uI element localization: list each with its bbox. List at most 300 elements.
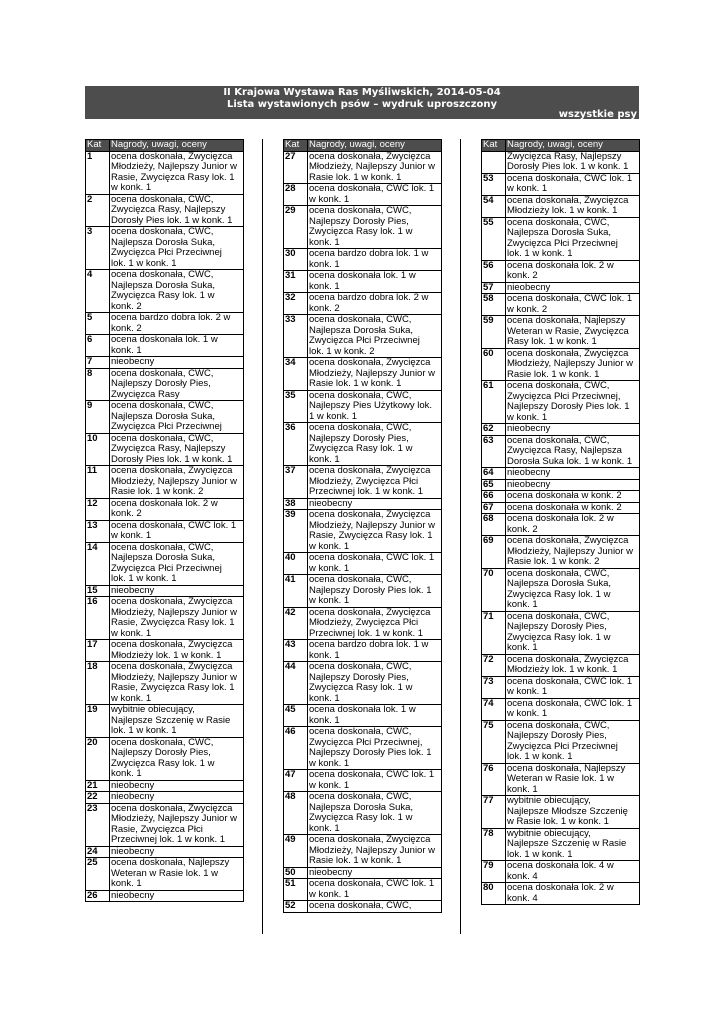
award-notes [308,835,442,868]
catalog-number: 39 [284,510,308,553]
catalog-number: 80 [482,883,506,905]
award-line: konk. 1 [309,692,340,704]
award-line: konk. 1 [507,599,538,610]
results-table-1 [85,139,244,902]
award-notes [110,368,244,401]
award-line: Zwycięzca Rasy lok. 1 w [309,443,413,454]
award-line: ocena doskonała, CWC, [507,720,610,731]
catalog-number: 78 [482,828,506,861]
award-line: nieobecny [309,867,353,878]
award-line: Młodzieży, Najlepszy Junior w [309,161,436,172]
award-line: ocena doskonała, CWC, [111,368,214,379]
table-row [86,792,244,804]
award-notes [110,662,244,705]
table-row [284,835,442,868]
award-line: ocena bardzo dobra lok. 2 w [111,312,231,323]
catalog-number: 12 [86,498,110,520]
award-line: ocena doskonała, Zwycięzca [309,509,431,520]
catalog-number [482,151,506,173]
catalog-number: 27 [284,151,308,184]
award-line: konk. 1 [309,649,340,661]
catalog-number: 70 [482,568,506,611]
award-line: w konk. 1 [507,686,548,697]
award-line: ocena doskonała, CWC, [111,400,214,411]
award-line: Najlepsza Dorosła Suka, [507,227,612,238]
award-line: w konk. 1 [507,708,548,719]
catalog-number: 65 [482,479,506,491]
catalog-number: 11 [86,466,110,499]
award-notes [506,861,640,883]
table-row [284,792,442,835]
table-row [284,293,442,315]
award-notes [110,313,244,335]
award-line: ocena doskonała, Najlepszy [111,857,230,868]
award-line: ocena doskonała, CWC, [309,661,412,672]
award-line: wybitnie obiecujący, [507,828,591,839]
table-row [482,195,640,217]
award-line: nieobecny [507,282,551,293]
award-line: Młodzieży, Najlepszy Junior w [507,358,634,369]
award-notes [110,270,244,313]
award-notes [506,763,640,796]
award-line: ocena doskonała, Zwycięzca [111,596,233,607]
award-line: Młodzieży, Najlepszy Junior w [309,844,436,856]
table-row [284,271,442,293]
award-notes [308,466,442,499]
catalog-number: 41 [284,575,308,608]
award-line: ocena doskonała lok. 2 w [507,882,614,893]
catalog-number: 25 [86,858,110,891]
award-notes [110,803,244,846]
table-row [86,227,244,270]
award-notes [506,568,640,611]
award-line: Najlepsze Szczenię w Rasie [507,838,627,849]
table-row [482,173,640,195]
award-line: Dorosły Pies lok. 1 w konk. 1 [111,453,233,465]
table-row [482,796,640,829]
award-notes [308,423,442,466]
award-line: ocena doskonała lok. 2 w [507,260,614,271]
award-line: ocena doskonała, CWC, [111,194,214,205]
award-notes [110,151,244,194]
award-line: w konk. 1 [507,183,548,194]
award-line: Weteran w Rasie lok. 1 w [507,773,615,784]
award-notes [110,433,244,466]
award-line: Najlepszy Pies Użytkowy lok. [309,400,433,411]
award-line: Zwycięzca Rasy lok. 1 w [309,682,413,693]
award-line: Zwycięzca Rasy, Najlepszy [111,204,226,215]
catalog-number: 71 [482,611,506,654]
award-notes [308,151,442,184]
catalog-number: 57 [482,282,506,294]
table-row [284,727,442,770]
award-line: ocena doskonała, Zwycięzca [111,803,233,814]
award-line: Przeciwnej lok. 1 w konk. 1 [111,834,226,845]
award-line: ocena doskonała lok. 1 w [309,270,416,281]
catalog-number: 47 [284,770,308,792]
award-line: ocena doskonała lok. 1 w [309,704,416,715]
table-row [86,401,244,434]
award-line: Najlepszy Dorosły Pies, [111,378,211,389]
award-notes [110,597,244,640]
catalog-number: 13 [86,520,110,542]
table-row [86,803,244,846]
table-row [482,424,640,436]
award-line: konk. 1 [111,768,142,779]
award-line: konk. 4 [507,892,538,904]
catalog-number: 32 [284,293,308,315]
award-line: Młodzieży, Zwycięzca Płci [309,617,419,628]
award-line: Młodzieży lok. 1 w konk. 1 [111,649,222,661]
award-line: Zwycięzca Rasy, Najlepszy [507,151,622,162]
award-notes [506,611,640,654]
award-line: ocena doskonała, Zwycięzca [507,654,629,665]
table-row [482,502,640,514]
award-line: konk. 1 [507,783,538,795]
table-row [284,705,442,727]
notes-header: Nagrody, uwagi, oceny [110,140,244,152]
table-row [482,491,640,503]
catalog-number: 21 [86,780,110,792]
award-line: Zwycięzca Rasy lok. 1 w [111,290,215,301]
award-line: Zwycięzca Płci Przeciwnej [309,335,420,346]
catalog-number: 45 [284,705,308,727]
award-line: Najlepszy Dorosły Pies lok. 1 [309,584,432,596]
award-notes [308,249,442,271]
catalog-number: 42 [284,607,308,640]
table-row [86,597,244,640]
award-line: Zwycięzca Rasy lok. 1 w [309,812,413,823]
award-notes [506,468,640,480]
award-line: Zwycięzca Rasy lok. 1 w [507,588,611,600]
catalog-number: 9 [86,401,110,434]
award-notes [110,705,244,738]
award-notes [506,151,640,173]
catalog-number: 17 [86,640,110,662]
catalog-number: 18 [86,662,110,705]
award-line: ocena doskonała, CWC, [309,314,412,325]
table-row [284,249,442,271]
catalog-number: 26 [86,890,110,902]
award-line: ocena doskonała, CWC lok. 1 [111,520,237,531]
table-row [284,358,442,391]
award-line: w konk. 1 [309,888,350,900]
table-row [482,217,640,260]
award-notes [110,520,244,542]
table-row [482,381,640,424]
table-row [482,828,640,861]
catalog-number: 40 [284,553,308,575]
table-row [284,553,442,575]
award-line: Zwycięzca Rasy [111,388,180,400]
award-line: konk. 2 [507,270,538,281]
catalog-number: 69 [482,536,506,569]
table-row [284,640,442,662]
award-notes [308,293,442,315]
award-line: Najlepsza Dorosła Suka, [507,578,612,589]
award-line: ocena doskonała lok. 4 w [507,860,614,871]
table-row [284,662,442,705]
award-line: Przeciwnej lok. 1 w konk. 1 [309,627,424,639]
award-line: ocena doskonała, CWC, [507,611,610,622]
award-notes [110,780,244,792]
award-line: Młodzieży, Najlepszy Junior w [111,475,238,487]
award-line: Zwycięzca Rasy lok. 1 w [309,226,413,237]
award-line: ocena doskonała, CWC lok. 1 [507,173,633,184]
award-line: konk. 1 [111,344,142,356]
catalog-number: 53 [482,173,506,195]
award-notes [506,381,640,424]
award-line: w konk. 2 [507,303,548,315]
award-line: ocena doskonała, Zwycięzca [507,535,629,546]
catalog-number: 36 [284,423,308,466]
award-notes [110,846,244,858]
table-row [284,607,442,640]
table-row [482,260,640,282]
catalog-number: 62 [482,424,506,436]
award-notes [110,466,244,499]
award-line: Rasie, Zwycięzca Rasy lok. 1 [111,682,235,693]
award-line: Najlepszy Dorosły Pies, [507,730,607,741]
catalog-number: 6 [86,335,110,357]
table-row [482,568,640,611]
catalog-number: 74 [482,698,506,720]
catalog-number: 20 [86,737,110,780]
award-notes [506,796,640,829]
award-line: lok. 1 w konk. 1 [111,725,177,736]
award-line: Weteran w Rasie, Zwycięzca [507,325,629,337]
award-line: Zwycięzca Płci Przeciwnej, [507,390,621,402]
award-line: w konk. 1 [507,411,548,423]
award-notes [308,901,442,913]
catalog-number: 58 [482,294,506,316]
award-line: Zwycięzca Płci Przeciwnej, [309,736,423,748]
table-row [86,780,244,792]
catalog-number: 15 [86,585,110,597]
award-line: Młodzieży, Najlepszy Junior w [309,519,436,531]
award-line: lok. 1 w konk. 1 [507,248,573,259]
catalog-number: 56 [482,260,506,282]
catalog-number: 7 [86,357,110,369]
award-line: Młodzieży, Najlepszy Junior w [111,606,238,618]
award-line: Weteran w Rasie lok. 1 w [111,867,219,879]
award-line: konk. 1 [309,258,340,270]
award-line: ocena doskonała, CWC, [507,217,610,228]
table-row [482,151,640,173]
table-row [86,520,244,542]
award-line: ocena doskonała, Zwycięzca [507,348,629,359]
award-line: Najlepszy Dorosły Pies, [507,621,607,632]
award-notes [308,358,442,391]
report-subtitle: Lista wystawionych psów – wydruk uproszczony [226,99,498,110]
award-line: ocena doskonała, Zwycięzca [309,357,431,368]
award-line: Przeciwnej lok. 1 w konk. 1 [309,486,424,497]
award-line: w konk. 1 [111,182,152,193]
table-row [482,883,640,905]
table-row [86,846,244,858]
column-separator [262,139,263,934]
award-line: nieobecny [309,498,353,509]
catalog-number: 38 [284,498,308,510]
catalog-number: 4 [86,270,110,313]
table-row [482,611,640,654]
table-row [284,184,442,206]
kat-header: Kat [482,140,506,152]
table-row [86,270,244,313]
award-line: ocena doskonała, CWC, [309,205,412,216]
table-row [482,514,640,536]
table-row [284,466,442,499]
award-notes [308,498,442,510]
award-line: Młodzieży, Najlepszy Junior w [111,671,238,683]
award-line: ocena bardzo dobra lok. 1 w [309,248,429,259]
award-line: Najlepszy Dorosły Pies lok. 1 [309,747,432,758]
table-row [482,282,640,294]
award-line: Rasie, Zwycięzca Rasy lok. 1 [309,530,433,541]
award-line: w konk. 1 [111,627,152,639]
catalog-number: 76 [482,763,506,796]
table-row [284,510,442,553]
award-line: ocena doskonała, CWC, [309,574,412,585]
catalog-number: 37 [284,466,308,499]
award-line: Rasie lok. 1 w konk. 2 [111,486,204,497]
award-line: w konk. 1 [309,595,350,606]
table-row [86,705,244,738]
column-separator [460,139,461,934]
award-line: konk. 1 [309,280,340,292]
catalog-number: 59 [482,316,506,349]
award-line: ocena doskonała, CWC, [111,226,214,237]
award-line: konk. 1 [309,236,340,248]
award-line: konk. 2 [111,300,142,312]
results-body-2 [284,151,442,912]
award-line: ocena doskonała, CWC, [111,269,214,280]
catalog-number: 46 [284,727,308,770]
award-line: konk. 2 [507,523,538,535]
award-notes [308,553,442,575]
award-line: Najlepsza Dorosła Suka, [111,236,216,248]
award-line: ocena doskonała w konk. 2 [507,502,622,513]
award-line: nieobecny [507,479,551,490]
award-line: ocena doskonała, CWC lok. 1 [507,676,633,687]
report-title: II Krajowa Wystawa Ras Myśliwskich, 2014-05-04 [223,87,501,98]
table-row [86,858,244,891]
table-row [86,368,244,401]
table-row [86,151,244,194]
award-line: Rasie lok. 1 w konk. 1 [309,171,402,183]
catalog-number: 52 [284,901,308,913]
award-line: konk. 2 [111,508,142,519]
catalog-number: 68 [482,514,506,536]
award-line: ocena doskonała, Zwycięzca [111,661,233,672]
table-row [86,890,244,902]
table-row [86,466,244,499]
award-line: ocena bardzo dobra lok. 1 w [309,639,429,650]
award-line: Najlepsza Dorosła Suka, [111,552,216,563]
award-notes [308,510,442,553]
award-line: Młodzieży, Zwycięzca Płci [309,475,419,487]
table-row [284,901,442,913]
award-notes [110,542,244,585]
table-row [86,335,244,357]
award-line: ocena doskonała lok. 2 w [507,513,614,524]
award-notes [506,294,640,316]
catalog-number: 1 [86,151,110,194]
catalog-number: 67 [482,502,506,514]
award-line: ocena doskonała, CWC lok. 1 [309,878,435,889]
table-row [86,313,244,335]
award-notes [308,184,442,206]
results-table-3 [481,139,640,905]
table-row [284,206,442,249]
catalog-number: 49 [284,835,308,868]
award-line: ocena doskonała, Zwycięzca [507,195,629,206]
award-line: Młodzieży lok. 1 w konk. 1 [507,664,618,675]
award-notes [308,607,442,640]
award-line: Rasie, Zwycięzca Płci [111,823,203,835]
catalog-number: 2 [86,194,110,227]
award-line: Najlepszy Dorosły Pies, [309,215,409,227]
table-row [482,479,640,491]
table-row [482,654,640,676]
award-line: lok. 1 w konk. 1 [111,257,177,269]
award-line: Najlepszy Dorosły Pies, [111,747,211,758]
award-notes [110,194,244,227]
award-line: Młodzieży, Najlepszy Junior w [507,545,634,557]
award-notes [308,390,442,423]
award-line: w konk. 1 [309,562,350,574]
table-row [86,662,244,705]
table-row [482,763,640,796]
table-row [284,770,442,792]
award-line: nieobecny [111,356,155,367]
award-line: ocena doskonała, CWC, [309,900,412,911]
award-line: lok. 1 w konk. 2 [309,345,375,357]
catalog-number: 10 [86,433,110,466]
table-row [86,585,244,597]
award-line: Najlepsza Dorosła Suka, [309,324,414,336]
kat-header: Kat [86,140,110,152]
award-line: Zwycięzca Rasy, Najlepszy [111,443,226,454]
award-line: konk. 1 [309,453,340,465]
award-notes [308,575,442,608]
award-notes [110,792,244,804]
award-notes [506,720,640,763]
table-row [86,640,244,662]
award-notes [308,879,442,901]
catalog-number: 34 [284,358,308,391]
award-line: nieobecny [507,467,551,478]
catalog-number: 28 [284,184,308,206]
table-row [482,294,640,316]
award-line: nieobecny [111,791,155,802]
award-line: Młodzieży, Najlepszy Junior w [309,367,436,379]
table-row [284,575,442,608]
table-row [86,498,244,520]
table-row [284,423,442,466]
award-notes [308,315,442,358]
award-line: w konk. 1 [309,193,350,205]
award-line: ocena doskonała w konk. 2 [507,490,622,501]
award-notes [110,401,244,434]
award-line: ocena doskonała, CWC, [309,390,412,401]
catalog-number: 19 [86,705,110,738]
catalog-number: 66 [482,491,506,503]
award-line: nieobecny [111,780,155,791]
award-notes [506,316,640,349]
table-row [86,194,244,227]
award-notes [506,435,640,468]
